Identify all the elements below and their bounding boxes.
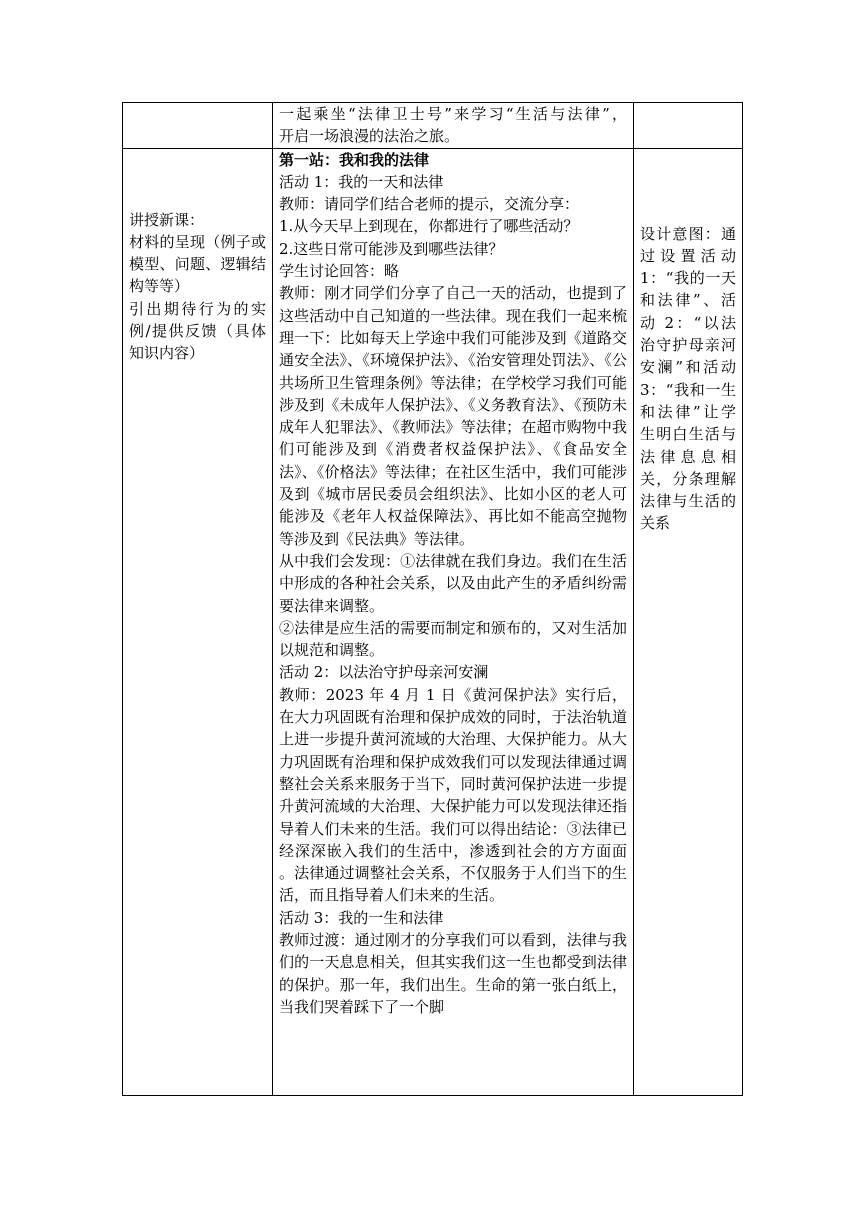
design-intent-text: 设计意图：通过设置活动 1：“我的一天和法律”、活动 2：“以法治守护母亲河安澜”和活动 3：“我和一生和法律”让学生明白生活与法律息息相关，分条理解法律与生活的关系 bbox=[640, 224, 736, 533]
section-label-text: 材料的呈现（例子或模型、问题、逻辑结构等等） bbox=[129, 232, 266, 296]
activity-heading: 活动 3：我的一生和法律 bbox=[279, 908, 444, 927]
activity-heading: 活动 2：以法治守护母亲河安澜 bbox=[279, 663, 489, 682]
intro-text-cell bbox=[273, 103, 634, 149]
question-item: 1.从今天早上到现在，你都进行了哪些活动？ bbox=[279, 217, 579, 236]
content-paragraph: 教师：刚才同学们分享了自己一天的活动，也提到了这些活动中自己知道的一些法律。现在我们一起来梳理一下：比如每天上学途中我们可能涉及到《道路交通安全法》、《环境保护法》、《治安管理处罚法》、《公共场所卫生管理条例》等法律；在学校学习我们可能涉及到《未成年人保护法》、《义务教育法》、《预防未成年人犯罪法》、《教师法》等法律；在超市购物中我们可能涉及到《消费者权益保护法》、《食品安全法》、《价格法》等法律；在社区生活中，我们可能涉及到《城市居民委员会组织法》、比如小区的老人可能涉及《老年人权益保障法》、再比如不能高空抛物等涉及到《民法典》等法律。 bbox=[279, 284, 627, 548]
section-label-cell bbox=[123, 148, 273, 1095]
intro-line: 一起乘坐“法律卫士号”来学习“生活与法律”， bbox=[279, 105, 627, 123]
activity-heading: 活动 1：我的一天和法律 bbox=[279, 172, 444, 191]
content-paragraph: 教师：请同学们结合老师的提示，交流分享： bbox=[279, 195, 580, 214]
intro-line: 开启一场浪漫的法治之旅。 bbox=[279, 127, 460, 146]
lesson-plan-table bbox=[122, 102, 743, 1096]
intro-left-cell bbox=[123, 103, 273, 149]
content-paragraph: ②法律是应生活的需要而制定和颁布的，又对生活加以规范和调整。 bbox=[279, 618, 627, 660]
design-intent-cell bbox=[634, 148, 743, 1095]
content-paragraph: 教师：2023 年 4 月 1 日《黄河保护法》实行后，在大力巩固既有治理和保护成效的同时，于法治轨道上进一步提升黄河流域的大治理、大保护能力。从大力巩固既有治理和保护成效我们可以发现法律通过调整社会关系来服务于当下，同时黄河保护法进一步提升黄河流域的大治理、大保护能力可以发现法律还指导着人们未来的生活。我们可以得出结论：③法律已经深深嵌入我们的生活中，渗透到社会的方方面面 。法律通过调整社会关系，不仅服务于人们当下的生活，而且指导着人们未来的生活。 bbox=[279, 685, 627, 905]
section-label-text: 引出期待行为的实例/提供反馈（具体知识内容） bbox=[129, 299, 266, 363]
content-paragraph: 学生讨论回答：略 bbox=[279, 262, 400, 281]
lesson-content-cell bbox=[273, 148, 634, 1095]
question-item: 2.这些日常可能涉及到哪些法律？ bbox=[279, 239, 504, 258]
intro-right-cell bbox=[634, 103, 743, 149]
lesson-row bbox=[123, 148, 743, 1095]
intro-row bbox=[123, 103, 743, 149]
content-paragraph: 从中我们会发现：①法律就在我们身边。我们在生活中形成的各种社会关系，以及由此产生的矛盾纠纷需要法律来调整。 bbox=[279, 551, 627, 615]
station-title: 第一站：我和我的法律 bbox=[279, 150, 430, 169]
content-paragraph: 教师过渡：通过刚才的分享我们可以看到，法律与我们的一天息息相关，但其实我们这一生也都受到法律的保护。那一年，我们出生。生命的第一张白纸上，当我们哭着踩下了一个脚 bbox=[279, 930, 627, 1016]
section-label-title: 讲授新课： bbox=[129, 210, 205, 229]
